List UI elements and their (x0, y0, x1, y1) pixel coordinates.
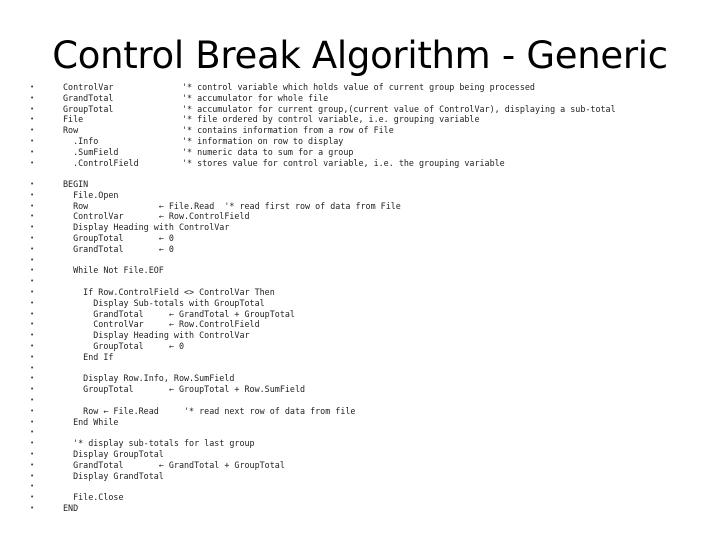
bullet-icon: • (30, 309, 35, 318)
bullet-icon: • (30, 363, 35, 372)
bullet-icon: • (30, 385, 35, 394)
variable-comment: '* stores value for control variable, i.e. the grouping variable (182, 157, 505, 168)
code-text: BEGIN (63, 179, 89, 189)
bullet-icon: • (30, 352, 35, 361)
code-text: GroupTotal ← 0 (63, 340, 185, 351)
variable-name: .SumField (63, 146, 119, 157)
bullet-icon: • (30, 233, 35, 242)
bullet-icon: • (30, 136, 35, 145)
bullet-icon: • (30, 147, 35, 156)
code-text: GroupTotal ← GroupTotal + Row.SumField (63, 384, 306, 395)
code-text: Display Row.Info, Row.SumField (63, 373, 235, 384)
code-text: Row ← File.Read '* read first row of data from File (63, 200, 401, 211)
bullet-icon: • (30, 266, 35, 275)
bullet-icon: • (30, 190, 35, 199)
code-text: END (63, 502, 79, 513)
code-text: '* display sub-totals for last group (63, 438, 255, 449)
bullet-icon: • (30, 449, 35, 458)
variable-comment: '* contains information from a row of File (182, 125, 394, 136)
bullet-icon: • (30, 439, 35, 448)
variable-comment: '* numeric data to sum for a group (182, 146, 354, 157)
bullet-icon: • (30, 406, 35, 415)
bullet-icon: • (30, 374, 35, 383)
bullet-icon: • (30, 277, 35, 286)
bullet-icon: • (30, 331, 35, 340)
bullet-icon: • (30, 115, 35, 124)
bullet-icon: • (30, 395, 35, 404)
bullet-icon: • (30, 320, 35, 329)
code-text: GrandTotal ← GrandTotal + GroupTotal (63, 459, 285, 470)
code-text: GroupTotal ← 0 (63, 232, 174, 243)
code-text: File.Close (63, 492, 124, 503)
variable-name: File (63, 114, 84, 125)
variable-name: ControlVar (63, 82, 114, 92)
variable-name: GroupTotal (63, 103, 114, 114)
code-text: If Row.ControlField <> ControlVar Then (63, 286, 275, 297)
code-text: GrandTotal ← 0 (63, 243, 174, 254)
bullet-icon: • (30, 428, 35, 437)
bullet-icon: • (30, 244, 35, 253)
code-text: Display GrandTotal (63, 470, 164, 481)
bullet-icon: • (30, 104, 35, 113)
bullet-icon: • (30, 223, 35, 232)
variable-comment: '* accumulator for whole file (182, 92, 329, 103)
code-text: File.Open (63, 189, 119, 200)
bullet-icon: • (30, 255, 35, 264)
bullet-icon: • (30, 180, 35, 188)
code-text: Display Sub-totals with GroupTotal (63, 297, 265, 308)
bullet-icon: • (30, 493, 35, 502)
code-text: GrandTotal ← GrandTotal + GroupTotal (63, 308, 295, 319)
code-text: ControlVar ← Row.ControlField (63, 211, 250, 222)
variable-comment: '* information on row to display (182, 135, 344, 146)
bullet-icon: • (30, 158, 35, 167)
bullet-icon: • (30, 83, 35, 91)
bullet-icon: • (30, 287, 35, 296)
bullet-icon: • (30, 417, 35, 426)
bullet-icon: • (30, 460, 35, 469)
variable-name: .ControlField (63, 157, 139, 168)
bullet-icon: • (30, 471, 35, 480)
code-text: End While (63, 416, 119, 427)
bullet-icon: • (30, 126, 35, 135)
variable-name: GrandTotal (63, 92, 114, 103)
bullet-icon: • (30, 503, 35, 512)
code-text: Display Heading with ControlVar (63, 330, 250, 341)
code-text: Display Heading with ControlVar (63, 222, 230, 233)
bullet-icon: • (30, 93, 35, 102)
bullet-icon: • (30, 212, 35, 221)
bullet-icon: • (30, 201, 35, 210)
variable-comment: '* control variable which holds value of current group being processed (182, 82, 535, 92)
variable-name: .Info (63, 135, 99, 146)
slide-title: Control Break Algorithm - Generic (52, 34, 668, 77)
code-text: Display GroupTotal (63, 448, 164, 459)
variable-name: Row (63, 125, 79, 136)
bullet-icon: • (30, 482, 35, 491)
bullet-icon: • (30, 341, 35, 350)
code-text: ControlVar ← Row.ControlField (63, 319, 260, 330)
bullet-icon: • (30, 298, 35, 307)
variable-comment: '* file ordered by control variable, i.e. grouping variable (182, 114, 480, 125)
variable-comment: '* accumulator for current group,(current value of ControlVar), displaying a sub-total (182, 103, 616, 114)
code-text: While Not File.EOF (63, 265, 164, 276)
code-text: End If (63, 351, 114, 362)
code-text: Row ← File.Read '* read next row of data from file (63, 405, 356, 416)
